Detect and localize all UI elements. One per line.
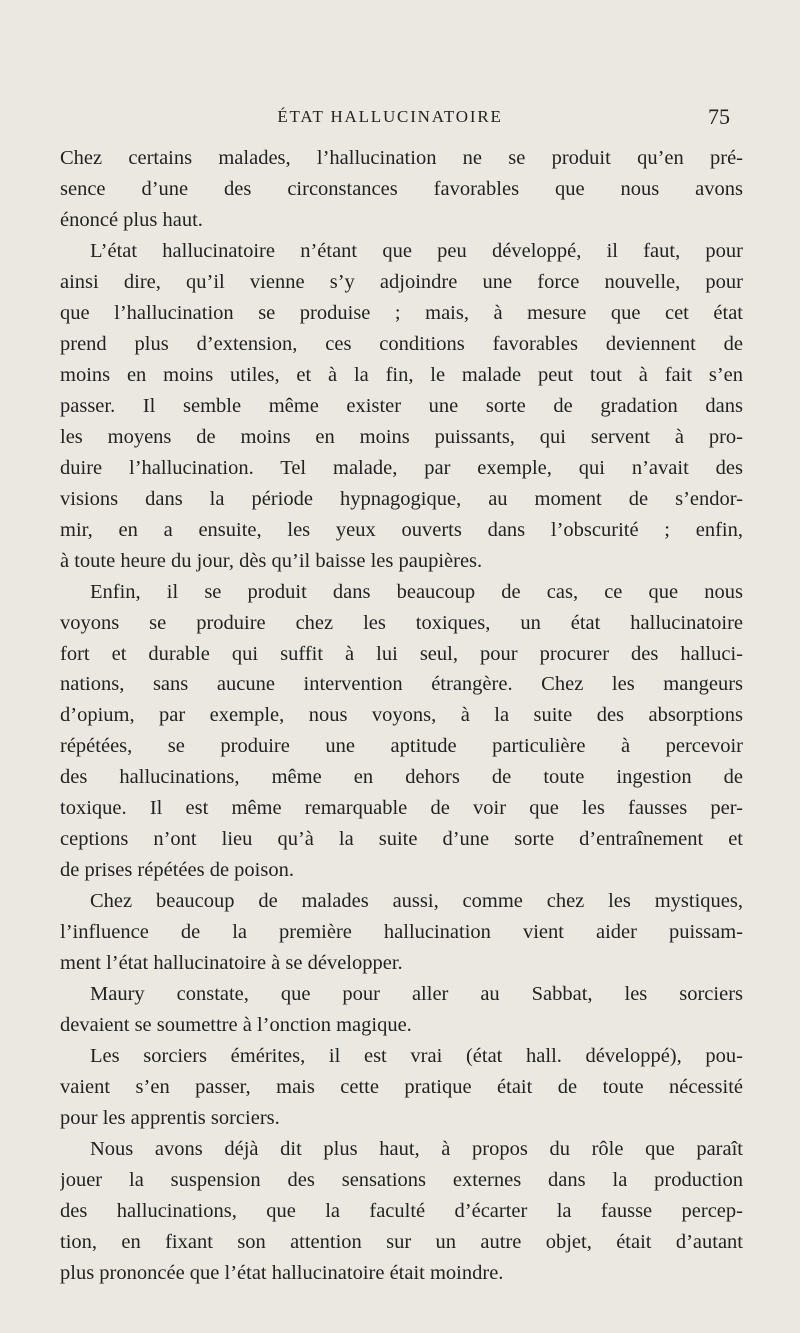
text-line: à toute heure du jour, dès qu’il baisse les paupières. <box>60 549 483 572</box>
text-line: toxique. Il est même remarquable de voir que les fausses per- <box>60 797 743 820</box>
text-line: jouer la suspension des sensations externes dans la production <box>60 1168 743 1191</box>
text-line: énoncé plus haut. <box>60 208 203 231</box>
running-head: ÉTAT HALLUCINATOIRE <box>277 107 503 126</box>
text-line: que l’hallucination se produise ; mais, à mesure que cet état <box>60 301 743 324</box>
text-line: Nous avons déjà dit plus haut, à propos du rôle que paraît <box>90 1138 743 1160</box>
text-line: nations, sans aucune intervention étrangère. Chez les mangeurs <box>60 673 743 696</box>
text-line: mir, en a ensuite, les yeux ouverts dans l’obscurité ; enfin, <box>60 518 743 541</box>
text-line: des hallucinations, que la faculté d’écarter la fausse percep- <box>60 1199 743 1222</box>
body-text <box>60 143 743 1289</box>
text-line: ainsi dire, qu’il vienne s’y adjoindre une force nouvelle, pour <box>60 270 743 293</box>
text-line: devaient se soumettre à l’onction magique. <box>60 1014 412 1037</box>
text-line: d’opium, par exemple, nous voyons, à la suite des absorptions <box>60 704 743 727</box>
text-line: visions dans la période hypnagogique, au moment de s’endor- <box>60 487 743 510</box>
text-line: prend plus d’extension, ces conditions favorables deviennent de <box>60 332 743 355</box>
text-line: de prises répétées de poison. <box>60 859 294 882</box>
text-line: répétées, se produire une aptitude particulière à percevoir <box>60 735 743 758</box>
text-line: les moyens de moins en moins puissants, qui servent à pro- <box>60 425 743 448</box>
text-line: pour les apprentis sorciers. <box>60 1107 280 1130</box>
text-line: tion, en fixant son attention sur un autre objet, était d’autant <box>60 1230 743 1253</box>
text-line: ceptions n’ont lieu qu’à la suite d’une sorte d’entraînement et <box>60 828 743 851</box>
page-header <box>0 102 800 132</box>
text-line: des hallucinations, même en dehors de toute ingestion de <box>60 766 743 789</box>
text-line: Chez beaucoup de malades aussi, comme chez les mystiques, <box>90 890 743 913</box>
page-number: 75 <box>708 104 730 129</box>
text-line: vaient s’en passer, mais cette pratique était de toute nécessité <box>60 1076 743 1099</box>
text-line: ment l’état hallucinatoire à se développer. <box>60 952 403 975</box>
text-line: l’influence de la première hallucination vient aider puissam- <box>60 921 743 944</box>
text-line: Chez certains malades, l’hallucination ne se produit qu’en pré- <box>60 147 743 169</box>
text-line: sence d’une des circonstances favorables que nous avons <box>60 177 743 200</box>
text-line: moins en moins utiles, et à la fin, le malade peut tout à fait s’en <box>60 363 743 386</box>
text-line: L’état hallucinatoire n’étant que peu développé, il faut, pour <box>90 239 743 262</box>
text-line: plus prononcée que l’état hallucinatoire était moindre. <box>60 1261 504 1284</box>
text-line: passer. Il semble même exister une sorte de gradation dans <box>60 394 743 417</box>
text-line: fort et durable qui suffit à lui seul, pour procurer des halluci- <box>60 642 743 665</box>
text-line: voyons se produire chez les toxiques, un état hallucinatoire <box>60 611 743 634</box>
text-line: duire l’hallucination. Tel malade, par exemple, qui n’avait des <box>60 456 743 479</box>
text-line: Les sorciers émérites, il est vrai (état hall. développé), pou- <box>90 1045 743 1068</box>
text-line: Maury constate, que pour aller au Sabbat, les sorciers <box>90 983 743 1006</box>
text-line: Enfin, il se produit dans beaucoup de cas, ce que nous <box>90 580 743 603</box>
